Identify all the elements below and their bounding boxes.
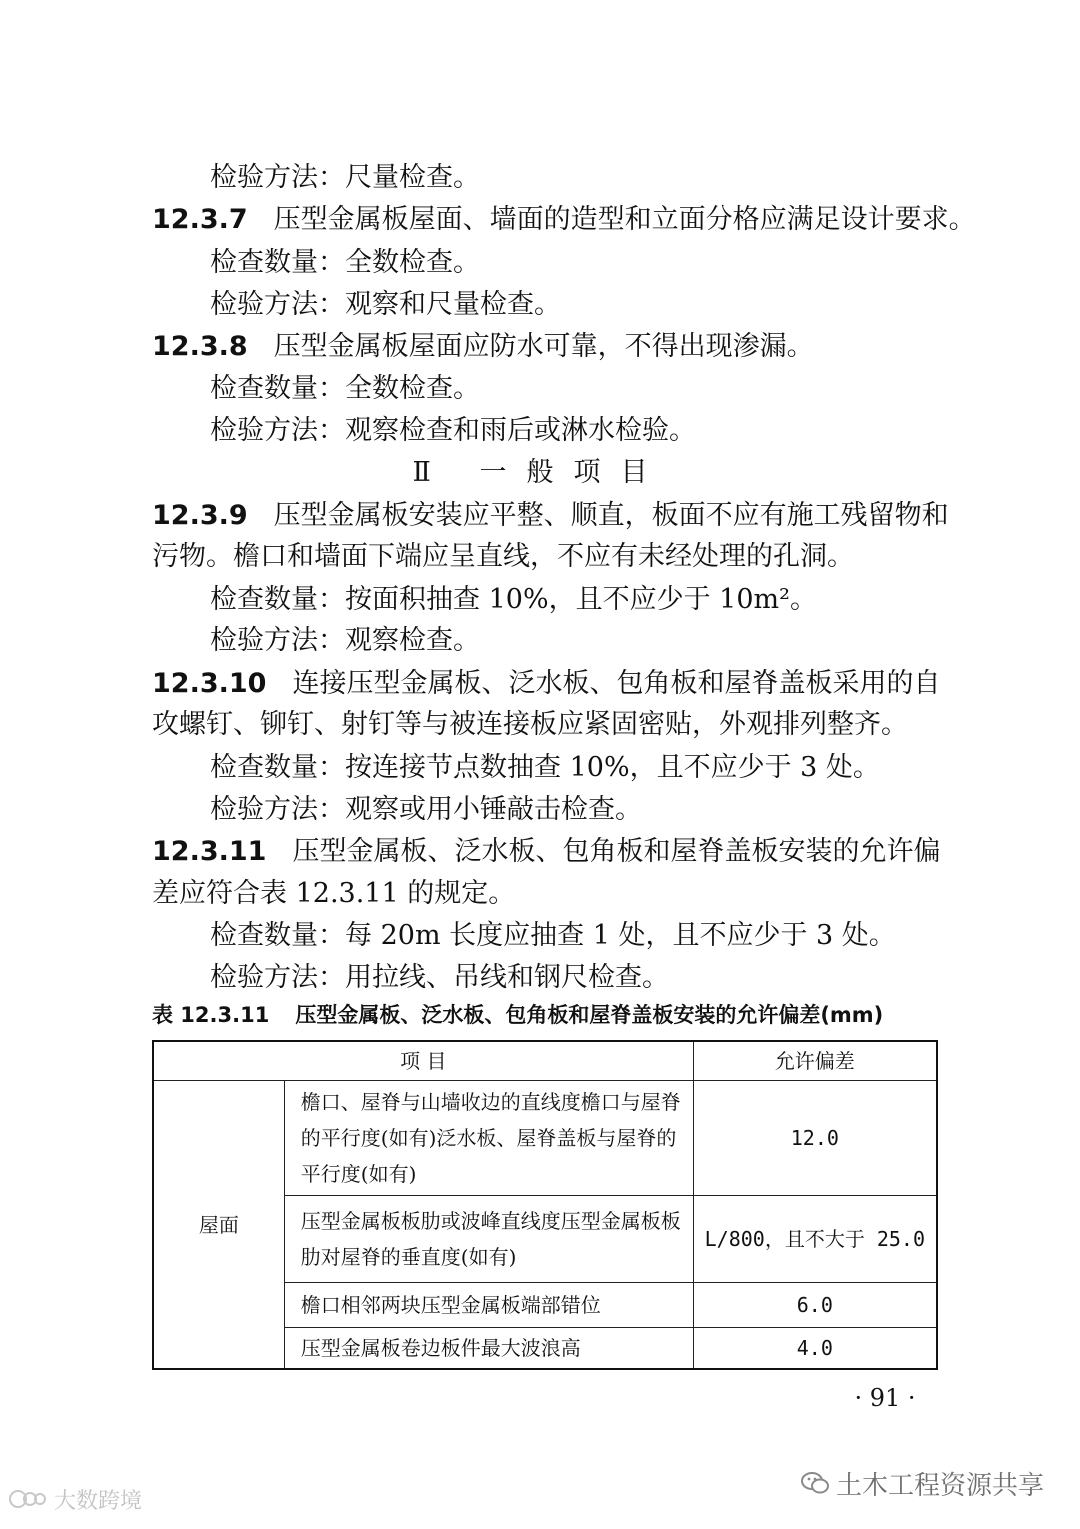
header-item: 项 目 [153,1041,693,1081]
watermark-brand: 大数跨境 [8,1484,142,1517]
table-header-row [153,1041,937,1081]
clause-continuation: 污物。檐口和墙面下端应呈直线，不应有未经处理的孔洞。 [152,541,854,572]
page-number: · 91 · [854,1384,916,1412]
section-subheading: Ⅱ 一般项目 [412,457,668,488]
clause-continuation: 攻螺钉、铆钉、射钉等与被连接板应紧固密贴，外观排列整齐。 [152,709,908,740]
inspection-method-line: 检验方法：观察和尺量检查。 [210,289,561,320]
inspection-method-line: 检验方法：观察或用小锤敲击检查。 [210,794,642,825]
inspection-method-line: 检验方法：观察检查。 [210,625,480,656]
clause-continuation: 差应符合表 12.3.11 的规定。 [152,878,516,909]
table-caption [152,1000,952,1030]
inspection-method-line: 检验方法：用拉线、吊线和钢尺检查。 [210,962,669,993]
tolerance-cell: L/800，且不大于 25.0 [693,1196,937,1283]
clause-number: 12.3.8 [152,331,248,362]
clause-12-3-9: 12.3.9 压型金属板安装应平整、顺直，板面不应有施工残留物和 [152,496,1080,536]
clause-number: 12.3.11 [152,836,267,867]
inspection-quantity-line: 检查数量：全数检查。 [210,247,480,278]
watermark-source: 土木工程资源共享 [800,1465,1044,1503]
item-cell: 压型金属板板肋或波峰直线度压型金属板板肋对屋脊的垂直度(如有) [284,1196,693,1283]
clause-12-3-7: 12.3.7 压型金属板屋面、墙面的造型和立面分格应满足设计要求。 [152,200,1080,240]
header-tolerance: 允许偏差 [693,1041,937,1081]
tolerance-cell: 6.0 [693,1283,937,1328]
inspection-quantity-line: 检查数量：按连接节点数抽查 10%，且不应少于 3 处。 [210,752,880,783]
inspection-quantity-line: 检查数量：每 20m 长度应抽查 1 处，且不应少于 3 处。 [210,920,896,951]
clause-12-3-8: 12.3.8 压型金属板屋面应防水可靠，不得出现渗漏。 [152,327,1080,367]
clause-12-3-10: 12.3.10 连接压型金属板、泛水板、包角板和屋脊盖板采用的自 [152,664,1080,704]
group-cell: 屋面 [153,1081,284,1370]
item-cell: 压型金属板卷边板件最大波浪高 [284,1328,693,1370]
tolerance-cell: 4.0 [693,1328,937,1370]
item-cell: 檐口、屋脊与山墙收边的直线度檐口与屋脊的平行度(如有)泛水板、屋脊盖板与屋脊的平行度(如有) [284,1081,693,1196]
tolerance-table [152,1040,938,1370]
wechat-icon [800,1470,830,1503]
clause-number: 12.3.10 [152,668,267,699]
clause-number: 12.3.7 [152,204,248,235]
brand-logo-icon [8,1487,48,1517]
item-cell: 檐口相邻两块压型金属板端部错位 [284,1283,693,1328]
table-title: 压型金属板、泛水板、包角板和屋脊盖板安装的允许偏差(mm) [295,1003,884,1027]
table-row [153,1081,937,1196]
inspection-quantity-line: 检查数量：全数检查。 [210,373,480,404]
tolerance-cell: 12.0 [693,1081,937,1196]
table-number: 表 12.3.11 [152,1003,270,1027]
inspection-quantity-line: 检查数量：按面积抽查 10%，且不应少于 10m²。 [210,584,817,615]
inspection-method-line: 检验方法：观察检查和雨后或淋水检验。 [210,415,696,446]
inspection-method-line: 检验方法：尺量检查。 [210,162,480,193]
clause-12-3-11: 12.3.11 压型金属板、泛水板、包角板和屋脊盖板安装的允许偏 [152,832,1080,872]
clause-number: 12.3.9 [152,500,248,531]
